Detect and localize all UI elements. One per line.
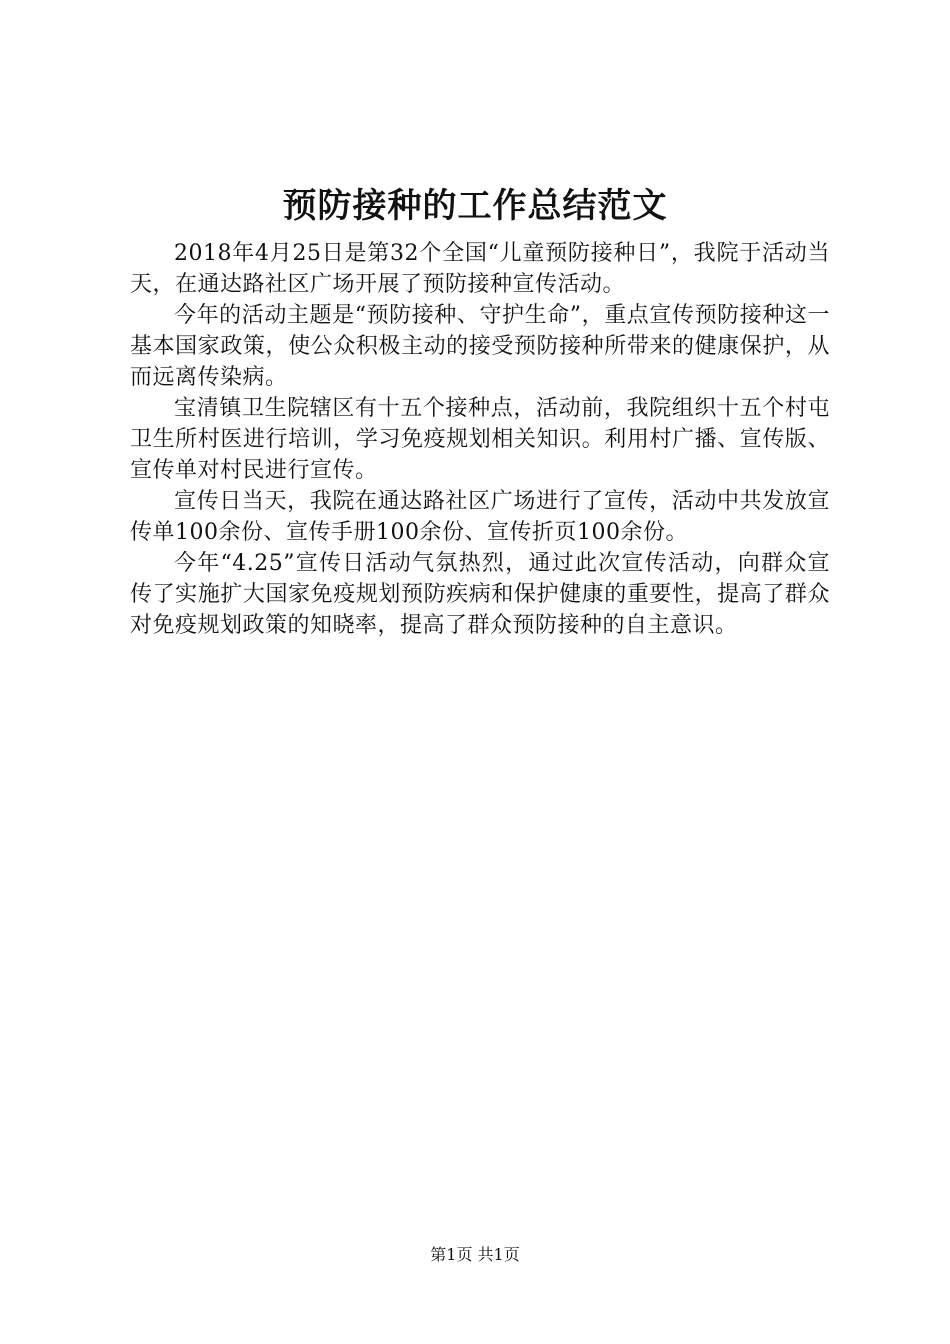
document-title: 预防接种的工作总结范文	[282, 186, 668, 226]
document-body	[130, 238, 830, 641]
paragraph-4: 宣传日当天，我院在通达路社区广场进行了宣传，活动中共发放宣传单100余份、宣传手册100余份、宣传折页100余份。	[130, 489, 830, 545]
paragraph-5: 今年“4.25”宣传日活动气氛热烈，通过此次宣传活动，向群众宣传了实施扩大国家免疫规划预防疾病和保护健康的重要性，提高了群众对免疫规划政策的知晓率，提高了群众预防接种的自主意识。	[130, 551, 830, 638]
paragraph-1: 2018年4月25日是第32个全国“儿童预防接种日”，我院于活动当天，在通达路社区广场开展了预防接种宣传活动。	[130, 241, 830, 297]
paragraph-2: 今年的活动主题是“预防接种、守护生命”，重点宣传预防接种这一基本国家政策，使公众积极主动的接受预防接种所带来的健康保护，从而远离传染病。	[130, 303, 830, 390]
paragraph-3: 宝清镇卫生院辖区有十五个接种点，活动前，我院组织十五个村屯卫生所村医进行培训，学习免疫规划相关知识。利用村广播、宣传版、宣传单对村民进行宣传。	[130, 396, 830, 483]
page-footer: 第1页 共1页	[430, 1245, 520, 1264]
